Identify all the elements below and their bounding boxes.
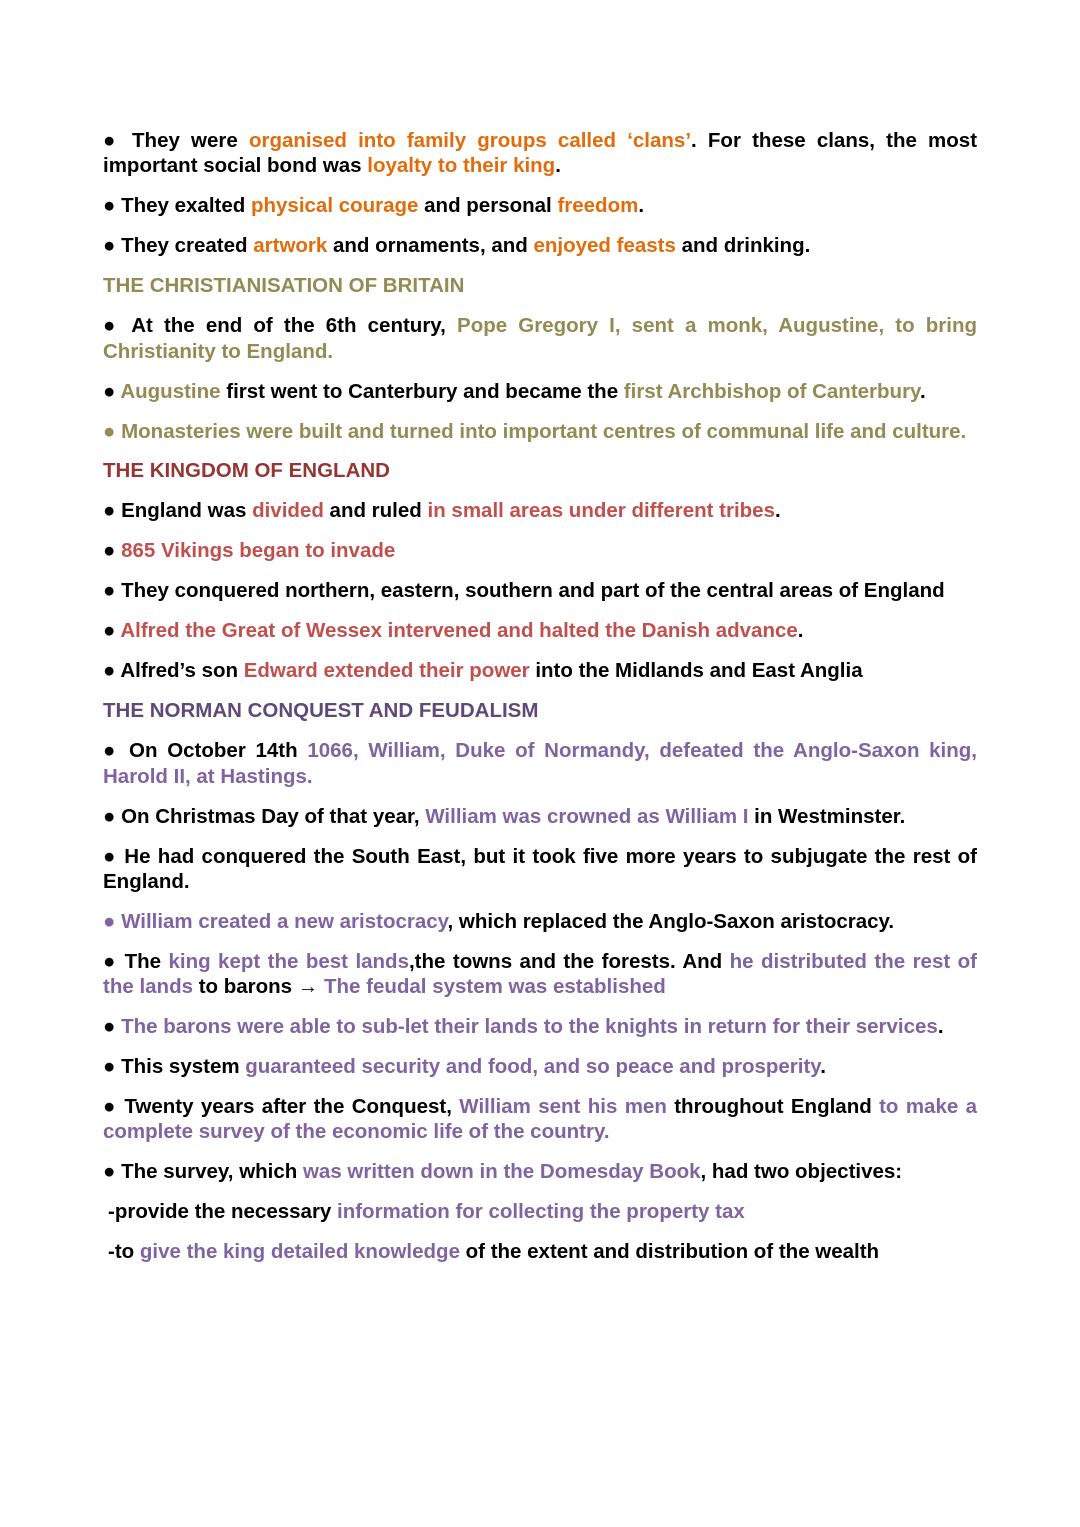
text-segment: -provide the necessary [108,1200,338,1224]
text-segment: . For these clans, the most important social bond was [103,129,978,178]
text-segment: and drinking. [675,234,811,258]
text-segment: . [937,1015,944,1039]
text-segment: ● Twenty years after the Conquest, [103,1095,460,1119]
text-segment: The feudal system was established [318,975,666,999]
bullet-paragraph [103,909,977,934]
text-segment: and ruled [323,499,428,523]
text-segment: freedom [557,194,639,218]
text-segment: ● [103,539,122,563]
text-segment: . [774,499,781,523]
text-segment: William sent his men [459,1095,667,1119]
text-segment: first went to Canterbury and became the [220,379,624,403]
text-segment: Augustine [120,379,221,403]
text-segment: Pope Gregory I, sent a monk, Augustine, to bring Christianity to England. [103,314,977,363]
text-segment: . [820,1055,826,1079]
text-segment: throughout England [666,1095,880,1119]
bullet-paragraph [103,233,977,258]
text-segment: in Westminster. [748,804,906,828]
text-segment: in small areas under different tribes [427,499,775,523]
text-segment: , which replaced the Anglo-Saxon aristocracy. [447,909,895,933]
text-segment: and ornaments, and [327,234,534,258]
text-segment: loyalty to their king [367,154,556,178]
bullet-paragraph [103,804,977,829]
text-segment: ● [103,1015,122,1039]
text-segment: information for collecting the property tax [337,1200,745,1224]
document-body [103,128,977,1279]
text-segment: 865 Vikings began to invade [121,539,396,563]
bullet-paragraph [103,379,977,404]
text-segment: . [555,154,561,178]
text-segment: physical courage [250,194,419,218]
text-segment: . [919,379,926,403]
text-segment: of the extent and distribution of the wealth [459,1240,880,1264]
bullet-paragraph [103,419,977,444]
bullet-paragraph [103,193,977,218]
text-segment: to make a complete survey of the economic life of the country. [103,1095,978,1144]
text-segment: and personal [418,194,558,218]
text-segment: William was crowned as William I [425,804,749,828]
text-segment: THE NORMAN CONQUEST AND FEUDALISM [103,699,539,723]
bullet-paragraph [103,658,977,683]
text-segment: ● At the end of the 6th century, [103,314,458,338]
text-segment: ● On October 14th [103,739,308,763]
bullet-paragraph [103,844,977,895]
bullet-paragraph [103,128,977,179]
bullet-paragraph [103,538,977,563]
text-segment: guaranteed security and food, and so peace and prosperity [245,1055,821,1079]
text-segment: ● England was [103,499,253,523]
sub-point [103,1199,977,1224]
bullet-paragraph [103,949,977,1000]
text-segment: ,the towns and the forests. And [408,949,730,973]
text-segment: , had two objectives: [700,1160,903,1184]
text-segment: THE CHRISTIANISATION OF BRITAIN [103,274,465,298]
text-segment: -to [108,1240,140,1264]
section-heading [103,698,977,723]
text-segment: ● [103,379,121,403]
text-segment: Edward extended their power [243,659,530,683]
text-segment: . [797,619,804,643]
text-segment: to barons [193,975,298,999]
bullet-paragraph [103,618,977,643]
text-segment: ● The [103,949,169,973]
text-segment: ● They exalted [103,194,251,218]
text-segment: ● They were [103,129,249,152]
sub-point [103,1239,977,1264]
text-segment: ● This system [103,1055,246,1079]
arrow-icon: → [297,975,319,999]
text-segment: ● They created [103,234,254,258]
text-segment: ● Monasteries were built and turned into important centres of communal life and culture. [103,419,967,443]
text-segment: ● [103,619,121,643]
bullet-paragraph [103,578,977,603]
text-segment: 1066, William, Duke of Normandy, defeated the Anglo-Saxon king, Harold II, at Hastings. [103,739,977,788]
bullet-paragraph [103,313,977,364]
text-segment: ● William created a new aristocracy [103,909,448,933]
text-segment: first Archbishop of Canterbury [623,379,920,403]
text-segment: ● The survey, which [103,1160,303,1184]
text-segment: he distributed the rest of the lands [103,949,977,999]
bullet-paragraph [103,1054,977,1079]
bullet-paragraph [103,498,977,523]
text-segment: ● They conquered northern, eastern, southern and part of the central areas of England [103,579,945,603]
text-segment: . [638,194,645,218]
text-segment: into the Midlands and East Anglia [529,659,863,683]
text-segment: was written down in the Domesday Book [302,1160,701,1184]
bullet-paragraph [103,1159,977,1184]
bullet-paragraph [103,1014,977,1039]
text-segment: enjoyed feasts [533,234,676,258]
text-segment: ● Alfred’s son [103,659,244,683]
section-heading [103,273,977,298]
bullet-paragraph [103,1094,977,1145]
text-segment: The barons were able to sub-let their lands to the knights in return for their services [121,1015,938,1039]
text-segment: Alfred the Great of Wessex intervened and halted the Danish advance [120,619,798,643]
text-segment: ● He had conquered the South East, but it took five more years to subjugate the rest of England. [103,844,977,893]
text-segment: artwork [253,234,328,258]
text-segment: THE KINGDOM OF ENGLAND [103,459,390,483]
text-segment: king kept the best lands [168,949,409,973]
text-segment: ● On Christmas Day of that year, [103,804,426,828]
text-segment: organised into family groups called ‘clans’ [248,129,692,152]
section-heading [103,458,977,483]
text-segment: give the king detailed knowledge [139,1240,460,1264]
bullet-paragraph [103,738,977,789]
text-segment: divided [252,499,324,523]
